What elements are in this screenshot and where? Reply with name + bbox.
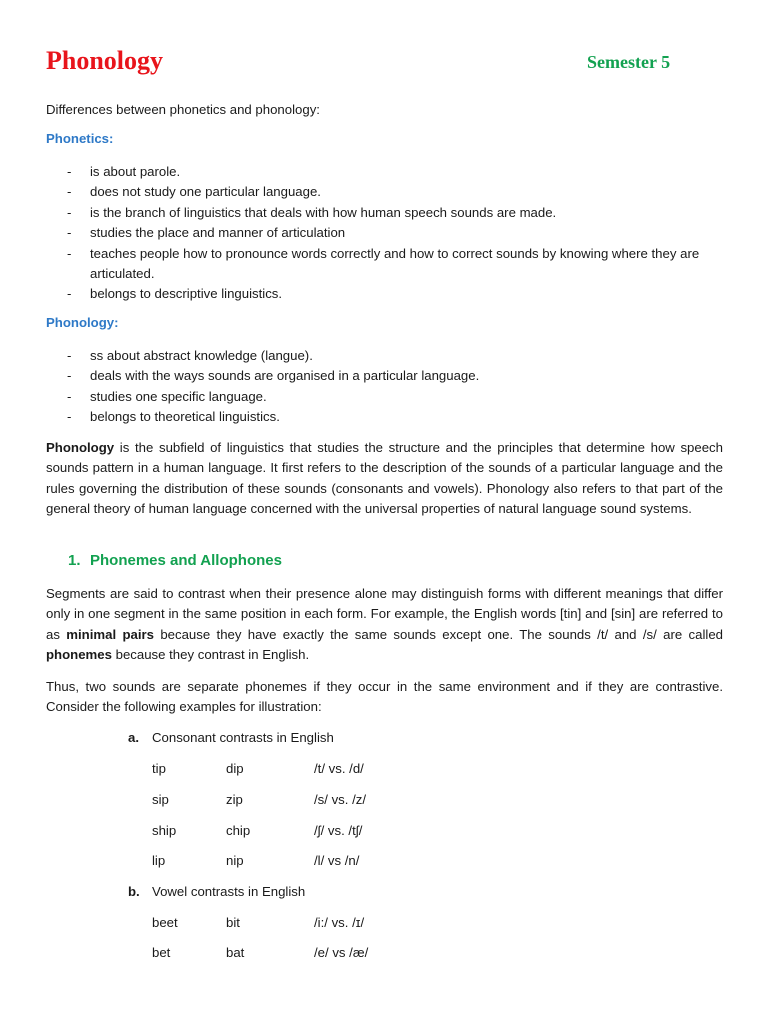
example-title: Consonant contrasts in English xyxy=(152,730,334,745)
page-title: Phonology xyxy=(46,46,164,75)
word-2: dip xyxy=(226,761,244,776)
minimal-pairs-term: minimal pairs xyxy=(66,626,154,642)
contrast: /e/ vs /æ/ xyxy=(314,945,369,960)
phoneme-paragraph: Thus, two sounds are separate phonemes if they occur in the same environment and if they are contrastive. Consider the following examples for illustration: xyxy=(46,679,723,715)
paragraph-text: Segments are said to contrast when their presence alone may distinguish forms with different meanings that differ only in one segment in the same position in each form. For example, the English words [tin] and [sin] are referred to as xyxy=(46,586,723,642)
section-number: 1. xyxy=(68,552,81,569)
example-label: a. xyxy=(128,730,139,745)
section-title: Phonemes and Allophones xyxy=(90,552,282,569)
paragraph-text: because they contrast in English. xyxy=(111,647,310,663)
list-item: - is the branch of linguistics that deals with how human speech sounds are made. xyxy=(46,203,723,223)
definition-text: is the subfield of linguistics that studies the structure and the principles that determine how speech sounds pattern in a human language. It first refers to the description of the sounds of a particular language and the rules governing the distribution of these sounds (consonants and vowels). Phonology also refers to that part of the general theory of human language concerned with the universal properties of natural language sound systems. xyxy=(46,440,723,517)
word-2: bit xyxy=(226,915,240,930)
list-item: - is about parole. xyxy=(46,162,723,182)
word-1: sip xyxy=(152,792,169,807)
table-row xyxy=(0,943,768,963)
example-a-heading xyxy=(128,728,334,748)
table-row xyxy=(0,790,768,810)
section-heading xyxy=(68,552,282,569)
example-title: Vowel contrasts in English xyxy=(152,884,306,899)
semester-label: Semester 5 xyxy=(587,52,671,72)
word-2: zip xyxy=(226,792,243,807)
example-b-heading xyxy=(128,882,305,902)
word-1: tip xyxy=(152,761,166,776)
table-row xyxy=(0,821,768,841)
word-1: beet xyxy=(152,915,178,930)
phonology-list xyxy=(46,346,723,428)
table-row xyxy=(0,759,768,779)
word-2: nip xyxy=(226,853,244,868)
table-row xyxy=(0,913,768,933)
intro-text: Differences between phonetics and phonology: xyxy=(46,102,320,117)
phonetics-list xyxy=(46,162,723,305)
list-item: - does not study one particular language. xyxy=(46,182,723,202)
phonemes-term: phonemes xyxy=(46,647,112,663)
word-2: bat xyxy=(226,945,245,960)
list-item: - belongs to theoretical linguistics. xyxy=(46,407,723,427)
list-item: - teaches people how to pronounce words correctly and how to correct sounds by knowing where they are articulated. xyxy=(46,244,723,285)
phonetics-heading: Phonetics: xyxy=(46,131,114,146)
definition-paragraph xyxy=(46,438,723,520)
paragraph-text: because they have exactly the same sounds except one. The sounds /t/ and /s/ are called xyxy=(153,626,723,642)
list-item: - deals with the ways sounds are organised in a particular language. xyxy=(46,366,723,386)
word-1: ship xyxy=(152,823,177,838)
contrast: /l/ vs /n/ xyxy=(314,853,360,868)
definition-term: Phonology xyxy=(46,440,115,455)
word-2: chip xyxy=(226,823,251,838)
word-1: bet xyxy=(152,945,171,960)
contrast: /s/ vs. /z/ xyxy=(314,792,367,807)
list-item: - belongs to descriptive linguistics. xyxy=(46,284,723,304)
word-1: lip xyxy=(152,853,166,868)
contrast: /i:/ vs. /ɪ/ xyxy=(314,915,365,930)
list-item: - ss about abstract knowledge (langue). xyxy=(46,346,723,366)
table-row xyxy=(0,851,768,871)
contrast: /ʃ/ vs. /tʃ/ xyxy=(314,823,363,838)
example-label: b. xyxy=(128,884,140,899)
list-item: - studies one specific language. xyxy=(46,387,723,407)
phonology-heading: Phonology: xyxy=(46,315,119,330)
list-item: - studies the place and manner of articulation xyxy=(46,223,723,243)
contrast-paragraph xyxy=(46,584,723,666)
contrast: /t/ vs. /d/ xyxy=(314,761,364,776)
